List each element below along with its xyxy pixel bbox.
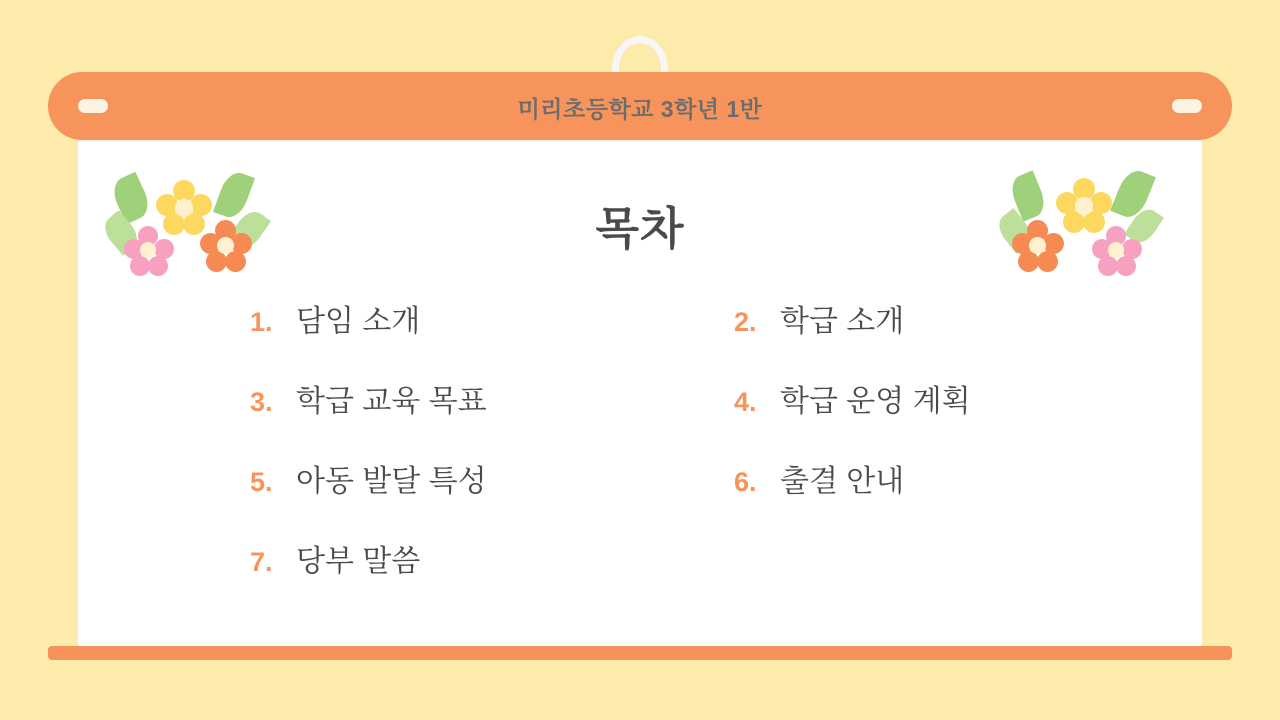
list-item-label: 담임 소개 (296, 305, 421, 338)
list-item[interactable] (734, 296, 1050, 376)
flower-icon (200, 220, 252, 272)
list-item[interactable] (250, 376, 487, 456)
list-item-number: 5. (250, 467, 273, 497)
table-of-contents (250, 296, 1050, 616)
list-item-number: 2. (734, 307, 757, 337)
flower-icon (124, 226, 174, 276)
list-item-number: 1. (250, 307, 273, 337)
list-item-empty (734, 536, 1050, 616)
list-item-number: 3. (250, 387, 273, 417)
list-item[interactable] (250, 456, 487, 536)
list-item[interactable] (250, 296, 482, 376)
list-item[interactable] (734, 456, 1050, 536)
list-item[interactable] (734, 376, 1050, 456)
list-item-label: 출결 안내 (780, 465, 905, 498)
flower-cluster-left-icon (108, 170, 288, 280)
board-footer-bar (48, 646, 1232, 660)
flower-icon (1092, 226, 1142, 276)
list-item-label: 당부 말씀 (296, 545, 421, 578)
list-item-label: 아동 발달 특성 (296, 465, 487, 498)
list-item[interactable] (250, 536, 482, 616)
list-item-number: 4. (734, 387, 757, 417)
list-item-label: 학급 교육 목표 (296, 385, 487, 418)
flower-icon (1012, 220, 1064, 272)
board-header-bar (48, 72, 1232, 140)
flower-cluster-right-icon (1000, 170, 1180, 280)
list-item-number: 6. (734, 467, 757, 497)
list-item-number: 7. (250, 547, 273, 577)
list-item-label: 학급 소개 (780, 305, 905, 338)
header-title: 미리초등학교 3학년 1반 (517, 96, 763, 122)
page-title: 목차 (595, 203, 685, 254)
list-item-label: 학급 운영 계획 (780, 385, 971, 418)
